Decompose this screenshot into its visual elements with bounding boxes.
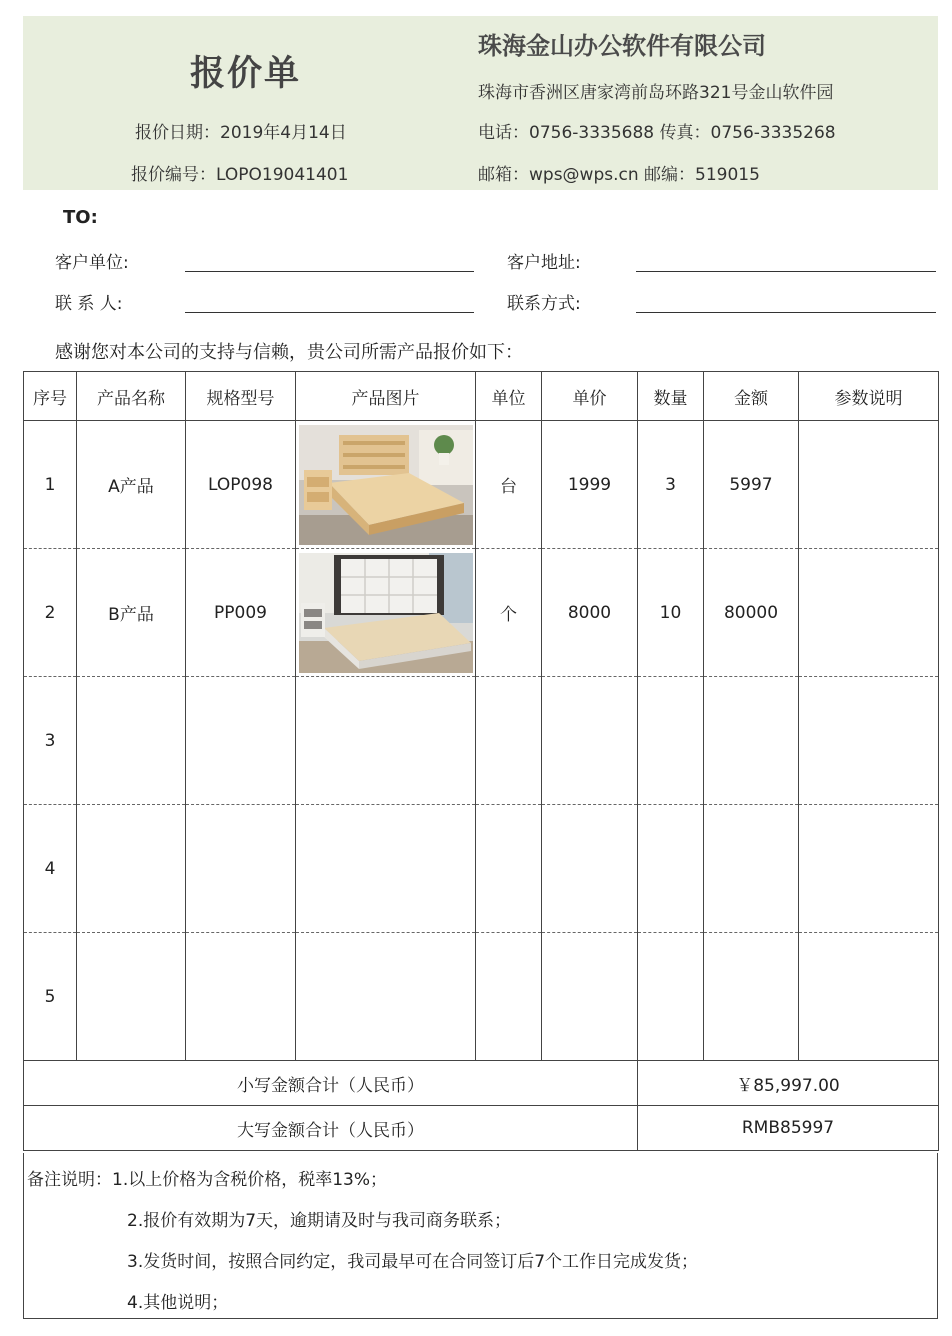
quote-table — [23, 371, 939, 1151]
total-big-value: RMB85997 — [638, 1106, 939, 1151]
product-image-cell — [296, 549, 476, 677]
amount — [704, 933, 799, 1061]
row-number: 3 — [24, 677, 77, 805]
product-name — [77, 933, 186, 1061]
remark-line-3: 3.发货时间，按照合同约定，我司最早可在合同签订后7个工作日完成发货； — [127, 1252, 699, 1272]
total-small-label: 小写金额合计（人民币） — [24, 1061, 638, 1106]
table-row — [24, 421, 939, 549]
product-model — [186, 677, 296, 805]
contact-field[interactable] — [185, 312, 474, 313]
parameter-notes — [799, 677, 939, 805]
product-unit: 台 — [476, 421, 542, 549]
quote-number: 报价编号：LOPO19041401 — [131, 165, 349, 185]
column-header: 规格型号 — [186, 372, 296, 421]
row-number: 2 — [24, 549, 77, 677]
product-image-cell — [296, 421, 476, 549]
total-small-value: ￥85,997.00 — [638, 1061, 939, 1106]
product-model: PP009 — [186, 549, 296, 677]
intro-text: 感谢您对本公司的支持与信赖，贵公司所需产品报价如下： — [55, 342, 523, 363]
table-row — [24, 805, 939, 933]
table-row — [24, 549, 939, 677]
quantity — [638, 677, 704, 805]
amount — [704, 677, 799, 805]
product-name — [77, 805, 186, 933]
quote-header — [23, 16, 938, 190]
column-header: 金额 — [704, 372, 799, 421]
to-label: TO: — [63, 207, 98, 228]
table-header-row — [24, 372, 939, 421]
remark-line-2: 2.报价有效期为7天，逾期请及时与我司商务联系； — [127, 1211, 512, 1231]
product-unit — [476, 933, 542, 1061]
product-image-cell — [296, 805, 476, 933]
contact-method-field[interactable] — [636, 312, 936, 313]
product-unit — [476, 805, 542, 933]
quote-date: 报价日期：2019年4月14日 — [135, 123, 347, 143]
remarks-box — [23, 1153, 938, 1319]
product-model — [186, 933, 296, 1061]
contact-label: 联 系 人: — [55, 294, 123, 314]
parameter-notes — [799, 421, 939, 549]
contact-method-label: 联系方式: — [507, 294, 581, 314]
parameter-notes — [799, 549, 939, 677]
column-header: 产品图片 — [296, 372, 476, 421]
customer-unit-field[interactable] — [185, 271, 474, 272]
quantity — [638, 805, 704, 933]
column-header: 参数说明 — [799, 372, 939, 421]
total-big-row — [24, 1106, 939, 1151]
unit-price — [542, 677, 638, 805]
product-unit: 个 — [476, 549, 542, 677]
unit-price: 1999 — [542, 421, 638, 549]
quantity: 3 — [638, 421, 704, 549]
customer-unit-label: 客户单位: — [55, 253, 129, 273]
product-unit — [476, 677, 542, 805]
parameter-notes — [799, 805, 939, 933]
quantity — [638, 933, 704, 1061]
column-header: 序号 — [24, 372, 77, 421]
column-header: 产品名称 — [77, 372, 186, 421]
amount: 5997 — [704, 421, 799, 549]
customer-address-label: 客户地址: — [507, 253, 581, 273]
parameter-notes — [799, 933, 939, 1061]
product-model — [186, 805, 296, 933]
product-image-cell — [296, 677, 476, 805]
row-number: 5 — [24, 933, 77, 1061]
quantity: 10 — [638, 549, 704, 677]
product-name — [77, 677, 186, 805]
product-name: A产品 — [77, 421, 186, 549]
page-title: 报价单 — [189, 54, 301, 94]
column-header: 数量 — [638, 372, 704, 421]
total-small-row — [24, 1061, 939, 1106]
wooden-bed-photo — [299, 425, 473, 545]
unit-price — [542, 933, 638, 1061]
product-name: B产品 — [77, 549, 186, 677]
remark-line-1: 备注说明：1.以上价格为含税价格，税率13%； — [27, 1170, 388, 1190]
row-number: 1 — [24, 421, 77, 549]
column-header: 单位 — [476, 372, 542, 421]
table-row — [24, 677, 939, 805]
product-model: LOP098 — [186, 421, 296, 549]
row-number: 4 — [24, 805, 77, 933]
unit-price: 8000 — [542, 549, 638, 677]
table-row — [24, 933, 939, 1061]
upholstered-bed-photo — [299, 553, 473, 673]
company-address: 珠海市香洲区唐家湾前岛环路321号金山软件园 — [478, 83, 834, 103]
company-name: 珠海金山办公软件有限公司 — [478, 32, 766, 60]
amount — [704, 805, 799, 933]
customer-address-field[interactable] — [636, 271, 936, 272]
product-image-cell — [296, 933, 476, 1061]
remark-line-4: 4.其他说明； — [127, 1293, 229, 1313]
company-phone-fax: 电话：0756-3335688 传真：0756-3335268 — [478, 123, 836, 143]
company-email-zip: 邮箱：wps@wps.cn 邮编：519015 — [478, 165, 760, 185]
unit-price — [542, 805, 638, 933]
column-header: 单价 — [542, 372, 638, 421]
total-big-label: 大写金额合计（人民币） — [24, 1106, 638, 1151]
amount: 80000 — [704, 549, 799, 677]
